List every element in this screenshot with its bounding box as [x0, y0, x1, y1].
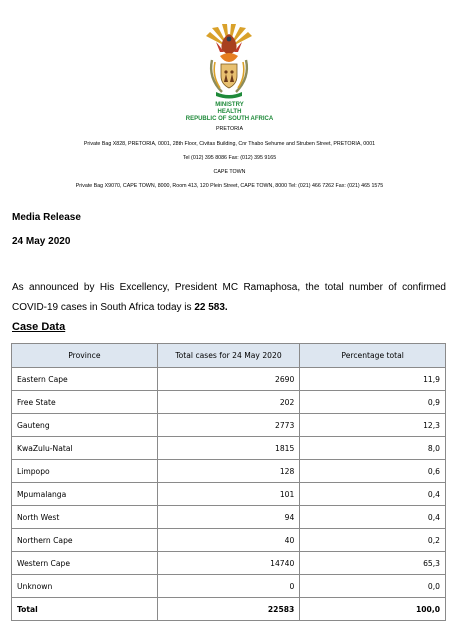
cases-cell: 40: [157, 529, 300, 552]
media-release-label: Media Release: [12, 212, 81, 223]
percentage-cell: 8,0: [300, 437, 446, 460]
province-cell: Limpopo: [12, 460, 158, 483]
ministry-department: HEALTH: [217, 109, 242, 115]
percentage-cell: 0,9: [300, 391, 446, 414]
table-row: [12, 414, 446, 437]
percentage-cell: 65,3: [300, 552, 446, 575]
case-data-heading: Case Data: [12, 321, 66, 333]
column-header-province: Province: [12, 344, 158, 368]
announcement-text: As announced by His Excellency, President MC Ramaphosa, the total number of confirmed COVID-19 cases in South Africa today is: [12, 282, 446, 313]
cases-cell: 0: [157, 575, 300, 598]
cases-cell: 128: [157, 460, 300, 483]
table-header-row: [12, 344, 446, 368]
province-cell: Western Cape: [12, 552, 158, 575]
table-row: [12, 529, 446, 552]
province-cell: Northern Cape: [12, 529, 158, 552]
cases-cell: 14740: [157, 552, 300, 575]
table-row: [12, 575, 446, 598]
percentage-cell: 11,9: [300, 368, 446, 391]
province-cell: Mpumalanga: [12, 483, 158, 506]
percentage-cell: 0,4: [300, 483, 446, 506]
ministry-country: REPUBLIC OF SOUTH AFRICA: [185, 116, 274, 122]
percentage-cell: 0,4: [300, 506, 446, 529]
cases-cell: 2690: [157, 368, 300, 391]
province-cell: Free State: [12, 391, 158, 414]
total-label-cell: Total: [12, 598, 158, 621]
table-total-row: [12, 598, 446, 621]
ministry-line: MINISTRY: [215, 102, 244, 108]
total-cases-figure: 22 583.: [194, 302, 228, 313]
province-cell: North West: [12, 506, 158, 529]
pretoria-heading: PRETORIA: [216, 126, 243, 132]
column-header-total-cases: Total cases for 24 May 2020: [157, 344, 300, 368]
table-row: [12, 368, 446, 391]
table-row: [12, 391, 446, 414]
total-cases-cell: 22583: [157, 598, 300, 621]
province-cell: Gauteng: [12, 414, 158, 437]
table-row: [12, 483, 446, 506]
table-row: [12, 437, 446, 460]
cases-cell: 94: [157, 506, 300, 529]
table-row: [12, 460, 446, 483]
case-data-table: [11, 343, 446, 621]
percentage-cell: 12,3: [300, 414, 446, 437]
percentage-cell: 0,6: [300, 460, 446, 483]
pretoria-telephone: Tel (012) 395 8086 Fax: (012) 395 9165: [182, 155, 277, 161]
province-cell: KwaZulu-Natal: [12, 437, 158, 460]
pretoria-address: Private Bag X828, PRETORIA, 0001, 28th Floor, Civitas Building, Cnr Thabo Sehume and Struben Street, PRETORIA, 0001: [83, 141, 376, 147]
percentage-cell: 0,2: [300, 529, 446, 552]
cape-town-address: Private Bag X9070, CAPE TOWN, 8000, Room 413, 120 Plein Street, CAPE TOWN, 8000 Tel: (021) 466 7262 Fax: (021) 465 1575: [75, 183, 384, 189]
cases-cell: 2773: [157, 414, 300, 437]
cape-town-heading: CAPE TOWN: [213, 169, 246, 175]
cases-cell: 101: [157, 483, 300, 506]
table-row: [12, 506, 446, 529]
province-cell: Eastern Cape: [12, 368, 158, 391]
cases-cell: 202: [157, 391, 300, 414]
percentage-cell: 0,0: [300, 575, 446, 598]
total-percentage-cell: 100,0: [300, 598, 446, 621]
province-cell: Unknown: [12, 575, 158, 598]
column-header-percentage: Percentage total: [300, 344, 446, 368]
coat-of-arms-emblem: [198, 22, 260, 100]
announcement-paragraph: [12, 278, 446, 318]
release-date: 24 May 2020: [12, 236, 71, 247]
cases-cell: 1815: [157, 437, 300, 460]
table-row: [12, 552, 446, 575]
